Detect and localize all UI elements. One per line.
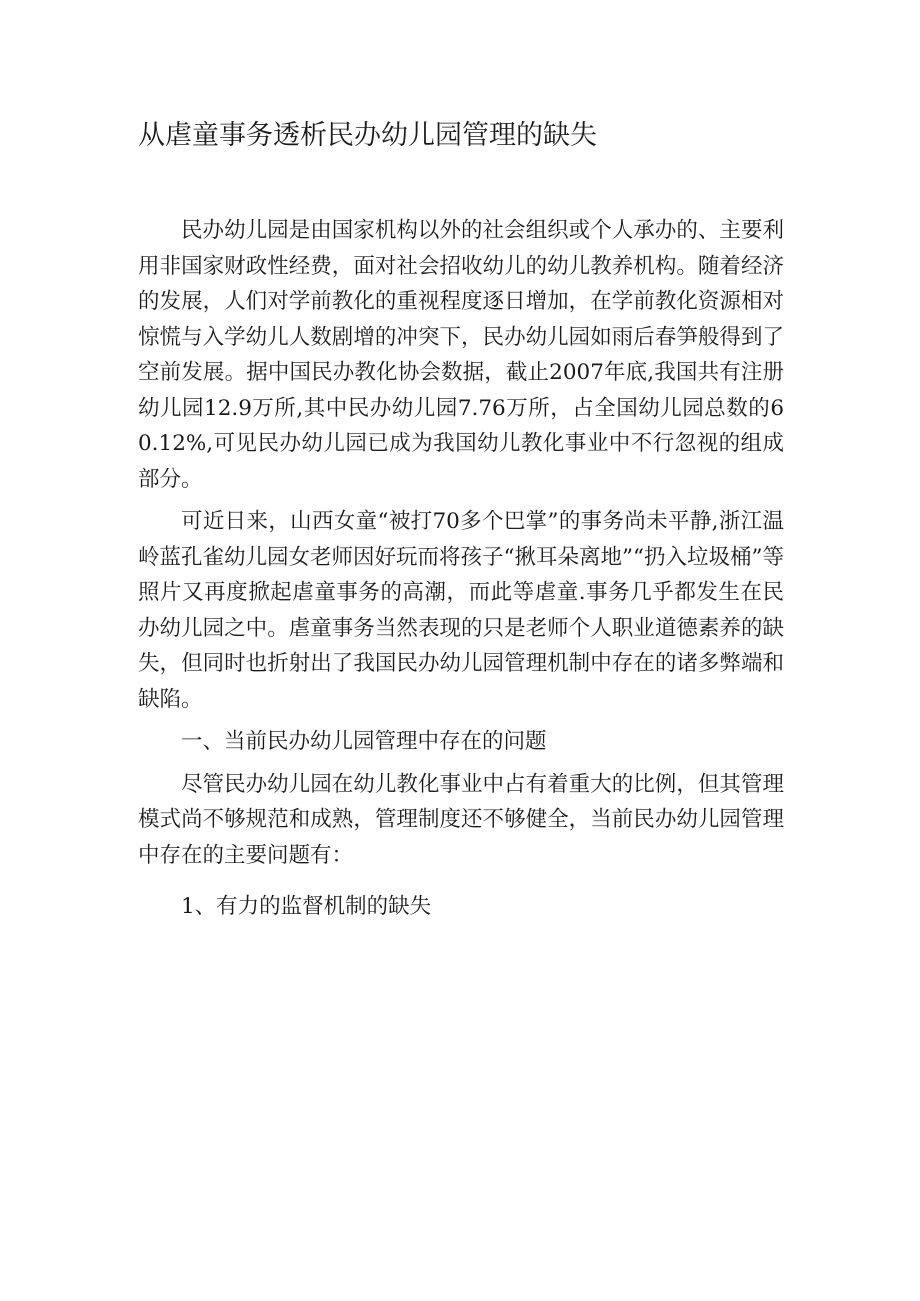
paragraph-problems-overview: 尽管民办幼儿园在幼儿教化事业中占有着重大的比例，但其管理模式尚不够规范和成熟，管理制度还不够健全，当前民办幼儿园管理中存在的主要问题有： [138,771,784,868]
section-heading-problems: 一、当前民办幼儿园管理中存在的问题 [181,729,547,754]
document-title: 从虐童事务透析民办幼儿园管理的缺失 [138,120,597,151]
subheading-supervision: 1、有力的监督机制的缺失 [181,894,432,919]
paragraph-incidents: 可近日来，山西女童“被打70多个巴掌”的事务尚未平静,浙江温岭蓝孔雀幼儿园女老师因好玩而将孩子“揪耳朵离地”“扔入垃圾桶”等照片又再度掀起虐童事务的高潮，而此等虐童.事务几乎都发生在民办幼儿园之中。虐童事务当然表现的只是老师个人职业道德素养的缺失，但同时也折射出了我国民办幼儿园管理机制中存在的诸多弊端和缺陷。 [138,509,784,712]
document-body [138,213,784,925]
paragraph-intro: 民办幼儿园是由国家机构以外的社会组织或个人承办的、主要利用非国家财政性经费，面对社会招收幼儿的幼儿教养机构。随着经济的发展，人们对学前教化的重视程度逐日增加，在学前教化资源相对惊慌与入学幼儿人数剧增的冲突下，民办幼儿园如雨后春笋般得到了空前发展。据中国民办教化协会数据，截止2007年底,我国共有注册幼儿园12.9万所,其中民办幼儿园7.76万所，占全国幼儿园总数的60.12%,可见民办幼儿园已成为我国幼儿教化事业中不行忽视的组成部分。 [138,218,784,492]
